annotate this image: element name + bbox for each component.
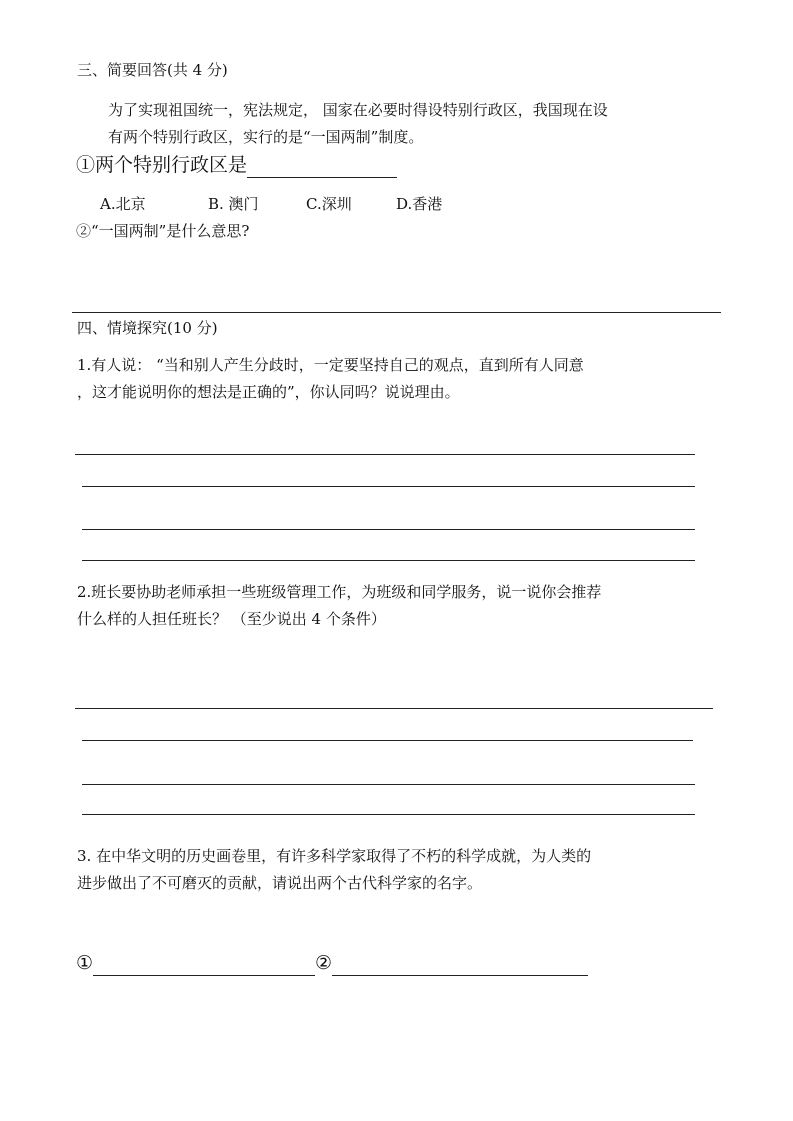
section4-q3-line2: 进步做出了不可磨灭的贡献，请说出两个古代科学家的名字。	[77, 874, 483, 892]
section3-passage-line1: 为了实现祖国统一，宪法规定， 国家在必要时得设特别行政区，我国现在设	[108, 101, 608, 119]
section3-passage-line2: 有两个特别行政区，实行的是“一国两制”制度。	[108, 128, 424, 146]
section4-q3-answer-blank-2[interactable]	[332, 953, 588, 976]
section3-q1-text: ①两个特别行政区是	[76, 154, 248, 176]
option-d[interactable]: D.香港	[396, 195, 443, 213]
option-b[interactable]: B. 澳门	[208, 195, 259, 213]
section4-q1-answer-line-4[interactable]	[82, 560, 695, 561]
section3-heading: 三、简要回答(共 4 分)	[77, 61, 228, 79]
section4-q3-answer-blank-1[interactable]	[93, 953, 315, 976]
section4-q1-line2: ，这才能说明你的想法是正确的”，你认同吗？说说理由。	[77, 383, 460, 401]
section4-q2-answer-line-2[interactable]	[82, 740, 693, 741]
section4-q2-answer-line-3[interactable]	[82, 784, 695, 785]
section3-q1-answer-blank[interactable]	[247, 155, 397, 178]
option-a[interactable]: A.北京	[100, 195, 146, 213]
section3-q1	[76, 152, 397, 178]
section3-q2-answer-line[interactable]	[72, 312, 721, 313]
section4-q1-answer-line-3[interactable]	[82, 529, 695, 530]
section4-q3-mark2: ②	[315, 952, 333, 974]
option-c[interactable]: C.深圳	[306, 195, 352, 213]
section4-q1-answer-line-2[interactable]	[82, 486, 695, 487]
section4-q2-line1: 2.班长要协助老师承担一些班级管理工作，为班级和同学服务，说一说你会推荐	[77, 583, 602, 601]
section4-q2-answer-line-4[interactable]	[82, 814, 695, 815]
section4-q2-answer-line-1[interactable]	[75, 708, 713, 709]
section4-q1-answer-line-1[interactable]	[75, 454, 695, 455]
section4-q2-line2: 什么样的人担任班长？ （至少说出 4 个条件）	[77, 610, 386, 628]
section3-q2: ②“一国两制”是什么意思?	[76, 222, 250, 240]
section4-q3-mark1: ①	[76, 952, 94, 974]
section4-q3-line1: 3. 在中华文明的历史画卷里，有许多科学家取得了不朽的科学成就，为人类的	[77, 847, 592, 865]
section4-q1-line1: 1.有人说： “当和别人产生分歧时，一定要坚持自己的观点，直到所有人同意	[77, 356, 584, 374]
section4-q3-answers	[76, 950, 588, 976]
section4-heading: 四、情境探究(10 分)	[77, 319, 218, 337]
